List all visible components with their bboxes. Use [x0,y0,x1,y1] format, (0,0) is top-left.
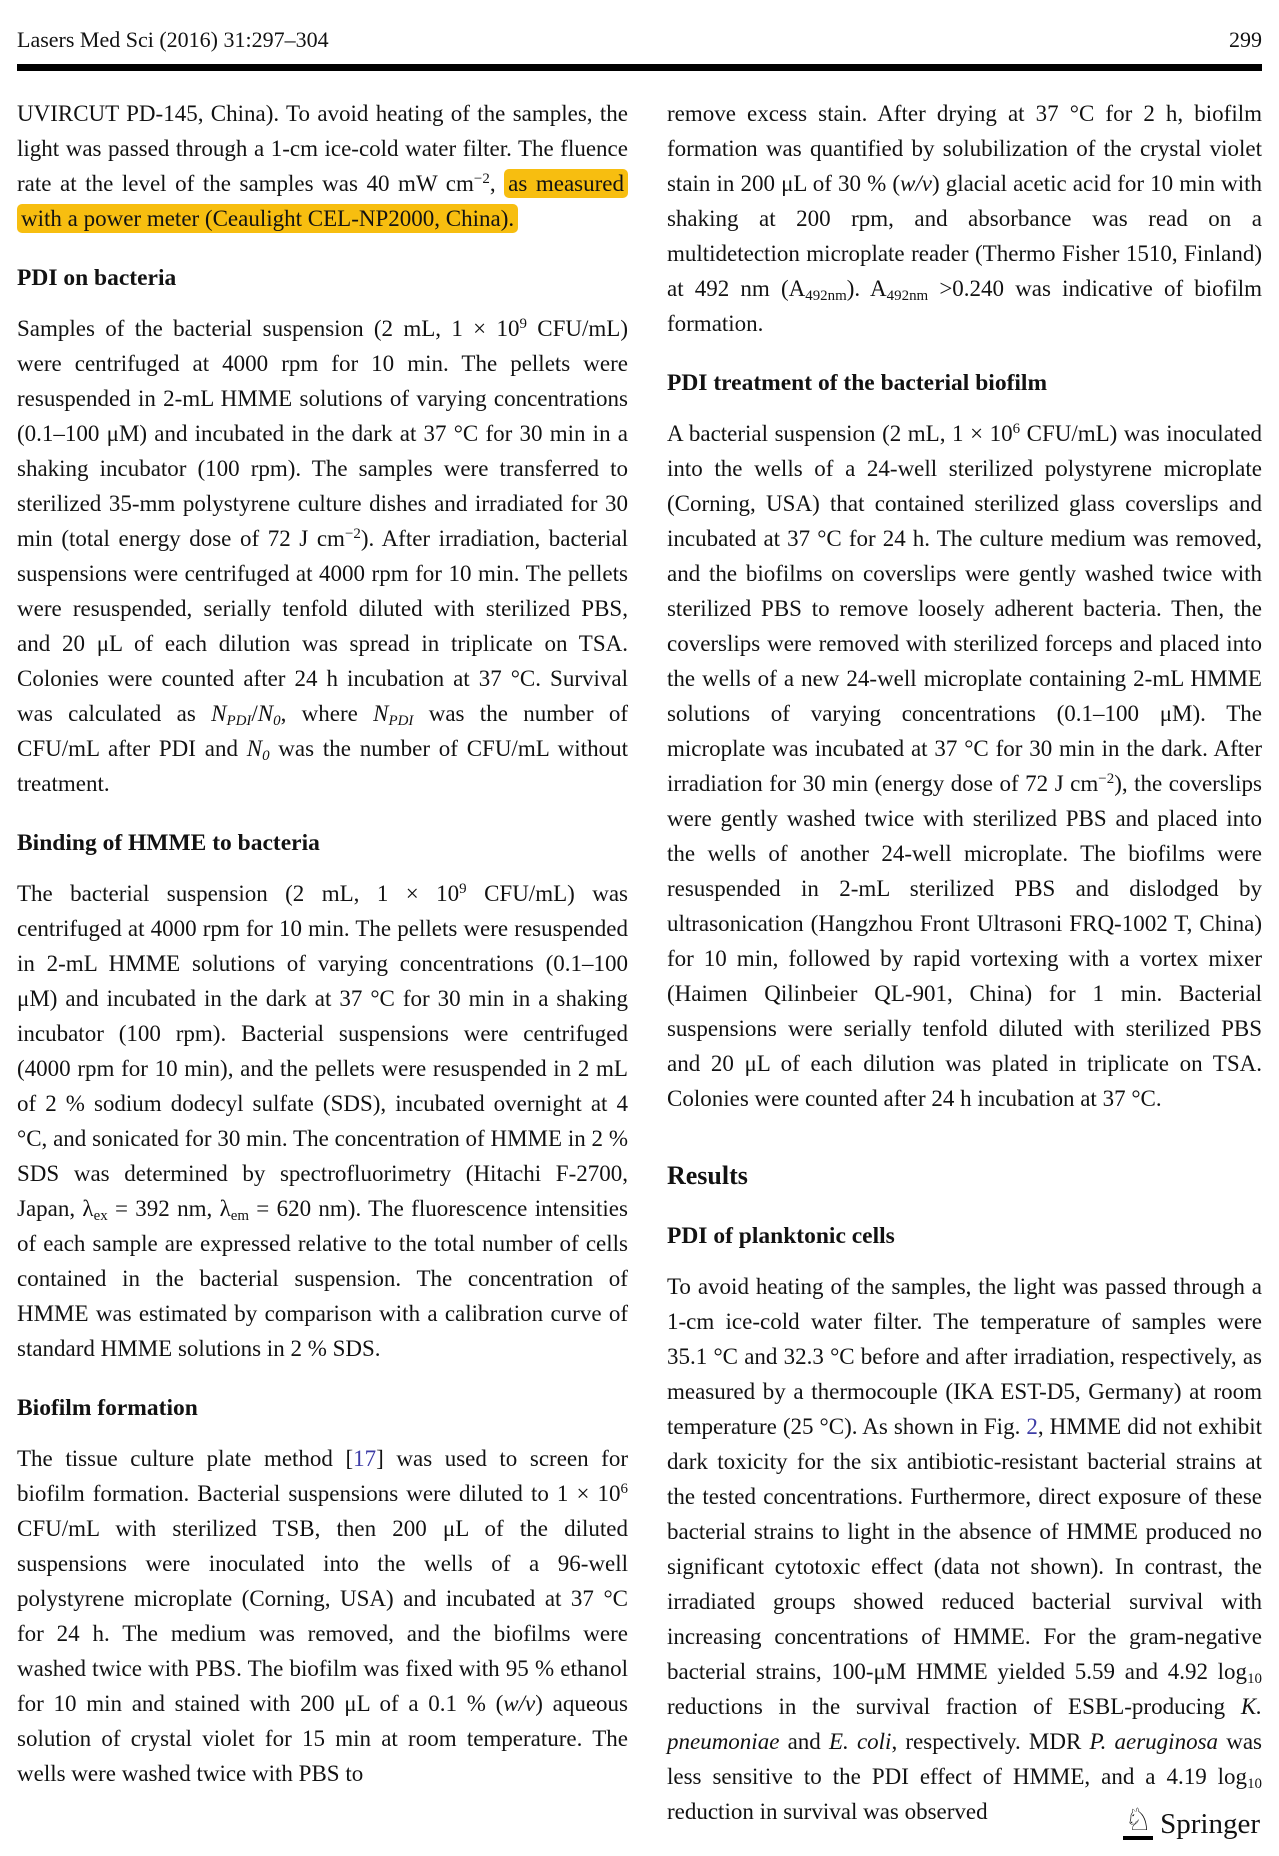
journal-reference: Lasers Med Sci (2016) 31:297–304 [17,27,329,52]
text-run: The tissue culture plate method [ [17,1446,354,1471]
text-run: was less sensitive to the PDI effect of HMME, and a 4.19 log [666,1729,1262,1789]
text-run: reductions in the survival fraction of ESBL-producing [666,1694,1241,1719]
text-run: 10 [1247,1776,1262,1793]
text-run: −2 [1098,770,1115,787]
text-run: N [211,701,227,726]
text-run: 9 [459,880,467,897]
text-run: ). After irradiation, bacterial suspensions were centrifuged at 4000 rpm for 10 min. The pellets were resuspended, serially tenfold diluted with sterilized PBS, and 20 μL of each dilution was spread in triplicate on TSA. Colonies were counted after 24 h incubation at 37 °C. Survival was calculated as [17,526,628,726]
text-run: Samples of the bacterial suspension (2 mL, 1 × 10 [17,316,520,341]
text-run: CFU/mL with sterilized TSB, then 200 μL of the diluted suspensions were inoculated into the wells of a 96-well polystyrene microplate (Corning, USA) and incubated at 37 °C for 24 h. The medium was removed, and the biofilms were washed twice with PBS. The biofilm was fixed with 95 % ethanol for 10 min and stained with 200 μL of a 0.1 % ( [17,1516,628,1716]
paragraph [17,311,628,801]
text-run: ) aqueous solution of crystal violet for 15 min at room temperature. The wells were washed twice with PBS to [17,1691,628,1786]
text-run: , respectively. MDR [891,1729,1090,1754]
text-run: A bacterial suspension (2 mL, 1 × 10 [666,421,1013,446]
subsection-heading: PDI treatment of the bacterial biofilm [666,370,1048,396]
text-run: = 620 nm). The fluorescence intensities of each sample are expressed relative to the total number of cells contained in the bacterial suspension. The concentration of HMME was estimated by comparison with a calibration curve of standard HMME solutions in 2 % SDS. [17,1196,628,1361]
text-run: 492nm [886,288,929,305]
text-run: E. coli [828,1729,892,1754]
text-run: , where [280,701,374,726]
text-run: N [246,736,263,761]
paragraph [17,876,628,1366]
subsection-heading: Binding of HMME to bacteria [17,830,320,856]
text-run: and [779,1729,829,1754]
text-run: ] was used to screen for biofilm formation. Bacterial suspensions were diluted to 1 × 10 [17,1446,628,1506]
paragraph [667,1269,1262,1829]
text-run: UVIRCUT PD-145, China). To avoid heating of the samples, the light was passed through a 1-cm ice-cold water filter. The fluence rate at the level of the samples was 40 mW cm [17,101,628,196]
paragraph [667,96,1262,341]
section-heading: Results [666,1161,748,1190]
text-run: 492nm [805,288,847,305]
text-run: To avoid heating of the samples, the light was passed through a 1-cm ice-cold water filter. The temperature of samples were 35.1 °C and 32.3 °C before and after irradiation, respectively, as measured by a thermocouple (IKA EST-D5, Germany) at room temperature (25 °C). As shown in Fig. [666,1274,1262,1439]
text-run: was the number of CFU/mL without treatment. [17,736,628,796]
text-run: w/v [503,1691,536,1716]
text-run: ). A [846,276,887,301]
text-run: CFU/mL) was centrifuged at 4000 rpm for 10 min. The pellets were resuspended in 2-mL HMME solutions of varying concentrations (0.1–100 μM) and incubated in the dark at 37 °C for 30 min in a shaking incubator (100 rpm). Bacterial suspensions were centrifuged (4000 rpm for 10 min), and the pellets were resuspended in 2 mL of 2 % sodium dodecyl sulfate (SDS), incubated overnight at 4 °C, and sonicated for 30 min. The concentration of HMME in 2 % SDS was determined by spectrofluorimetry (Hitachi F-2700, Japan, λ [17,881,628,1221]
text-run: The bacterial suspension (2 mL, 1 × 10 [17,881,460,906]
citation-link[interactable]: 17 [353,1446,377,1471]
text-run: 0 [262,748,270,765]
text-run: >0.240 was indicative of biofilm formation. [666,276,1263,336]
text-run: N [257,701,274,726]
springer-horse-icon: ♘ [1123,1804,1153,1840]
subsection-heading: Biofilm formation [17,1395,198,1421]
text-run: 6 [620,1480,628,1497]
header-rule [17,64,1262,71]
publisher-footer [1123,1804,1260,1840]
highlighted-text: as measured with a power meter (Ceaulight CEL-NP2000, China). [17,169,628,233]
subsection-heading: PDI of planktonic cells [666,1223,895,1249]
text-run: em [230,1208,249,1225]
two-column-body [17,96,1262,1829]
left-column [17,96,628,1829]
paragraph [17,96,628,236]
text-run: remove excess stain. After drying at 37 °C for 2 h, biofilm formation was quantified by solubilization of the crystal violet stain in 200 μL of 30 % ( [666,101,1262,196]
page-header [17,26,1262,54]
text-run: 6 [1012,420,1021,437]
right-column [667,96,1262,1829]
citation-link[interactable]: 2 [1026,1414,1038,1439]
text-run: w/v [900,171,932,196]
text-run: = 392 nm, λ [107,1196,231,1221]
text-run: N [373,701,389,726]
text-run: / [251,701,258,726]
text-run: CFU/mL) was inoculated into the wells of a 24-well sterilized polystyrene microplate (Corning, USA) that contained sterilized glass coverslips and incubated at 37 °C for 24 h. The culture medium was removed, and the biofilms on coverslips were gently washed twice with sterilized PBS to remove loosely adherent bacteria. Then, the coverslips were removed with sterilized forceps and placed into the wells of a new 24-well microplate containing 2-mL HMME solutions of varying concentrations (0.1–100 μM). The microplate was incubated at 37 °C for 30 min in the dark. After irradiation for 30 min (energy dose of 72 J cm [666,421,1262,796]
text-run: −2 [473,170,490,187]
text-run: 9 [519,315,527,332]
text-run: 0 [273,713,281,730]
text-run: PDI [226,713,252,730]
text-run: PDI [388,713,414,730]
text-run: CFU/mL) were centrifuged at 4000 rpm for 10 min. The pellets were resuspended in 2-mL HMME solutions of varying concentrations (0.1–100 μM) and incubated in the dark at 37 °C for 30 min in a shaking incubator (100 rpm). The samples were transferred to sterilized 35-mm polystyrene culture dishes and irradiated for 30 min (total energy dose of 72 J cm [17,316,628,551]
text-run: K. pneumoniae [666,1694,1262,1754]
text-run: , HMME did not exhibit dark toxicity for the six antibiotic-resistant bacterial strains at the tested concentrations. Furthermore, direct exposure of these bacterial strains to light in the absence of HMME produced no significant cytotoxic effect (data not shown). In contrast, the irradiated groups showed reduced bacterial survival with increasing concentrations of HMME. For the gram-negative bacterial strains, 100-μM HMME yielded 5.59 and 4.92 log [666,1414,1262,1684]
text-run: P. aeruginosa [1089,1729,1219,1754]
text-run: ex [93,1208,108,1225]
text-run: ) glacial acetic acid for 10 min with shaking at 200 rpm, and absorbance was read on a multidetection microplate reader (Thermo Fisher 1510, Finland) at 492 nm (A [666,171,1262,301]
page-number: 299 [1229,27,1262,52]
subsection-heading: PDI on bacteria [17,265,177,291]
text-run: reduction in survival was observed [666,1799,988,1824]
text-run: ), the coverslips were gently washed twice with sterilized PBS and placed into the wells of another 24-well microplate. The biofilms were resuspended in 2-mL sterilized PBS and dislodged by ultrasonication (Hangzhou Front Ultrasoni FRQ-1002 T, China) for 10 min, followed by rapid vortexing with a vortex mixer (Haimen Qilinbeier QL-901, China) for 1 min. Bacterial suspensions were serially tenfold diluted with sterilized PBS and 20 μL of each dilution was plated in triplicate on TSA. Colonies were counted after 24 h incubation at 37 °C. [666,771,1262,1111]
publisher-name: Springer [1160,1808,1260,1840]
paragraph [667,416,1262,1116]
text-run: 10 [1247,1671,1262,1688]
text-run: −2 [344,525,361,542]
text-run: was the number of CFU/mL after PDI and [17,701,628,761]
text-run: , [489,171,505,196]
paragraph [17,1441,628,1791]
